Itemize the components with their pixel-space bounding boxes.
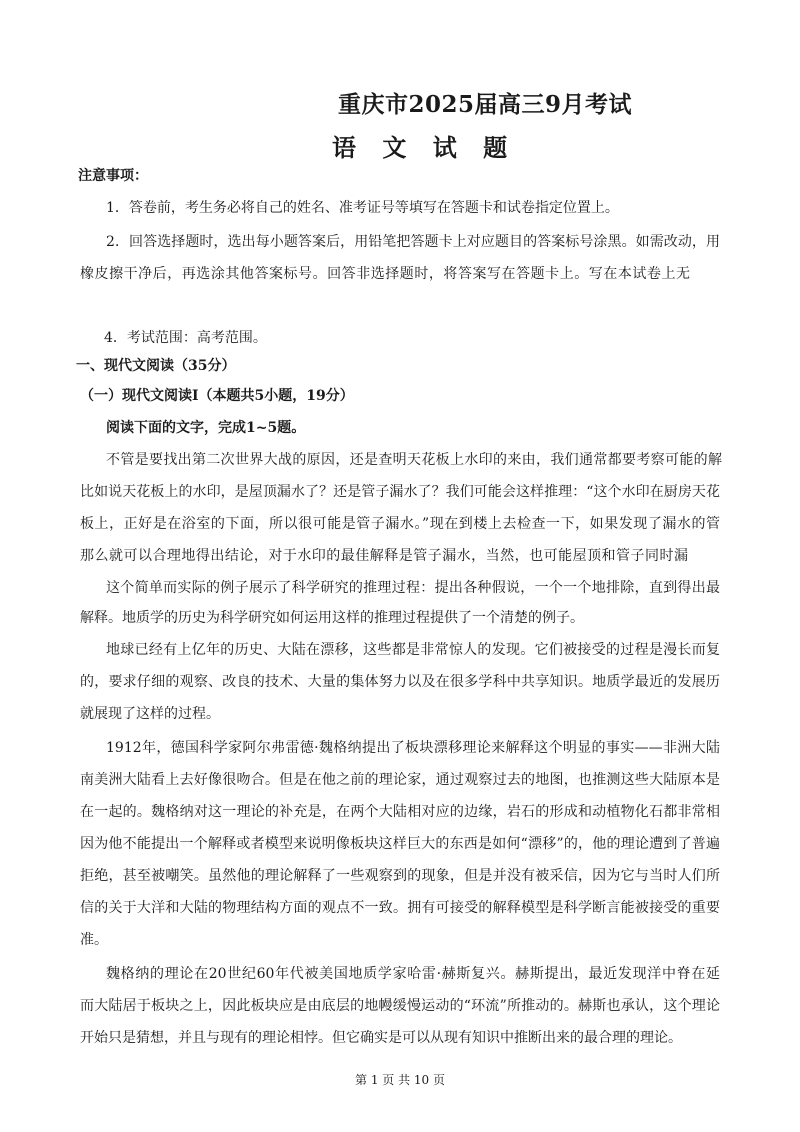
passage-line: 这个简单而实际的例子展示了科学研究的推理过程：提出各种假说，一个一个地排除，直到得出最 bbox=[106, 580, 720, 596]
passage-line: 解释。地质学的历史为科学研究如何运用这样的推理过程提供了一个清楚的例子。 bbox=[80, 610, 584, 626]
notice-item-2-line-1: 2．回答选择题时，选出每小题答案后，用铅笔把答题卡上对应题目的答案标号涂黑。如需改动，用 bbox=[106, 234, 720, 250]
passage-line: 准。 bbox=[80, 932, 108, 948]
reading-instruction: 阅读下面的文字，完成1~5题。 bbox=[106, 420, 306, 436]
notice-item-4: 4．考试范围：高考范围。 bbox=[104, 330, 267, 346]
page-footer: 第 1 页 共 10 页 bbox=[355, 1073, 445, 1087]
notice-item-1: 1．答卷前，考生务必将自己的姓名、准考证号等填写在答题卡和试卷指定位置上。 bbox=[106, 200, 619, 216]
passage-line: 拒绝，甚至被嘲笑。虽然他的理论解释了一些观察到的现象，但是并没有被采信，因为它与当时人们所 bbox=[80, 868, 720, 884]
passage-line: 在一起的。魏格纳对这一理论的补充是，在两个大陆相对应的边缘，岩石的形成和动植物化石都非常相 bbox=[80, 804, 720, 820]
notice-item-2-line-2: 橡皮擦干净后，再选涂其他答案标号。回答非选择题时，将答案写在答题卡上。写在本试卷上无 bbox=[80, 266, 690, 282]
passage-line: 开始只是猜想，并且与现有的理论相悖。但它确实是可以从现有知识中推断出来的最合理的理论。 bbox=[80, 1030, 682, 1046]
subject-title: 语 文 试 题 bbox=[332, 133, 517, 162]
passage-line: 比如说天花板上的水印，是屋顶漏水了？还是管子漏水了？我们可能会这样推理：“这个水印在厨房天花 bbox=[80, 484, 720, 500]
passage-line: 就展现了这样的过程。 bbox=[80, 706, 220, 722]
passage-line: 不管是要找出第二次世界大战的原因，还是查明天花板上水印的来由，我们通常都要考察可能的解 bbox=[106, 452, 722, 468]
passage-line: 的，要求仔细的观察、改良的技术、大量的集体努力以及在很多学科中共享知识。地质学最近的发展历 bbox=[80, 674, 720, 690]
passage-line: 信的关于大洋和大陆的物理结构方面的观点不一致。拥有可接受的解释模型是科学断言能被接受的重要 bbox=[80, 900, 720, 916]
passage-line: 1912年，德国科学家阿尔弗雷德·魏格纳提出了板块漂移理论来解释这个明显的事实——非洲大陆 bbox=[106, 740, 720, 756]
notice-heading: 注意事项： bbox=[78, 168, 148, 184]
passage-line: 而大陆居于板块之上，因此板块应是由底层的地幔缓慢运动的“环流”所推动的。赫斯也承认，这个理论 bbox=[80, 998, 720, 1014]
passage-line: 板上，正好是在浴室的下面，所以很可能是管子漏水。”现在到楼上去检查一下，如果发现了漏水的管 bbox=[80, 516, 720, 532]
passage-line: 那么就可以合理地得出结论，对于水印的最佳解释是管子漏水，当然，也可能屋顶和管子同时漏 bbox=[80, 548, 688, 564]
passage-line: 因为他不能提出一个解释或者模型来说明像板块这样巨大的东西是如何“漂移”的，他的理论遭到了普遍 bbox=[80, 836, 720, 852]
passage-line: 魏格纳的理论在20世纪60年代被美国地质学家哈雷·赫斯复兴。赫斯提出，最近发现洋中脊在延 bbox=[106, 966, 720, 982]
subsection-heading: （一）现代文阅读Ⅰ（本题共5小题，19分） bbox=[80, 388, 354, 404]
section-heading: 一、现代文阅读（35分） bbox=[76, 358, 236, 374]
exam-title: 重庆市2025届高三9月考试 bbox=[338, 91, 633, 118]
passage-line: 南美洲大陆看上去好像很吻合。但是在他之前的理论家，通过观察过去的地图，也推测这些大陆原本是 bbox=[80, 772, 720, 788]
passage-line: 地球已经有上亿年的历史、大陆在漂移，这些都是非常惊人的发现。它们被接受的过程是漫长而复 bbox=[106, 642, 720, 658]
